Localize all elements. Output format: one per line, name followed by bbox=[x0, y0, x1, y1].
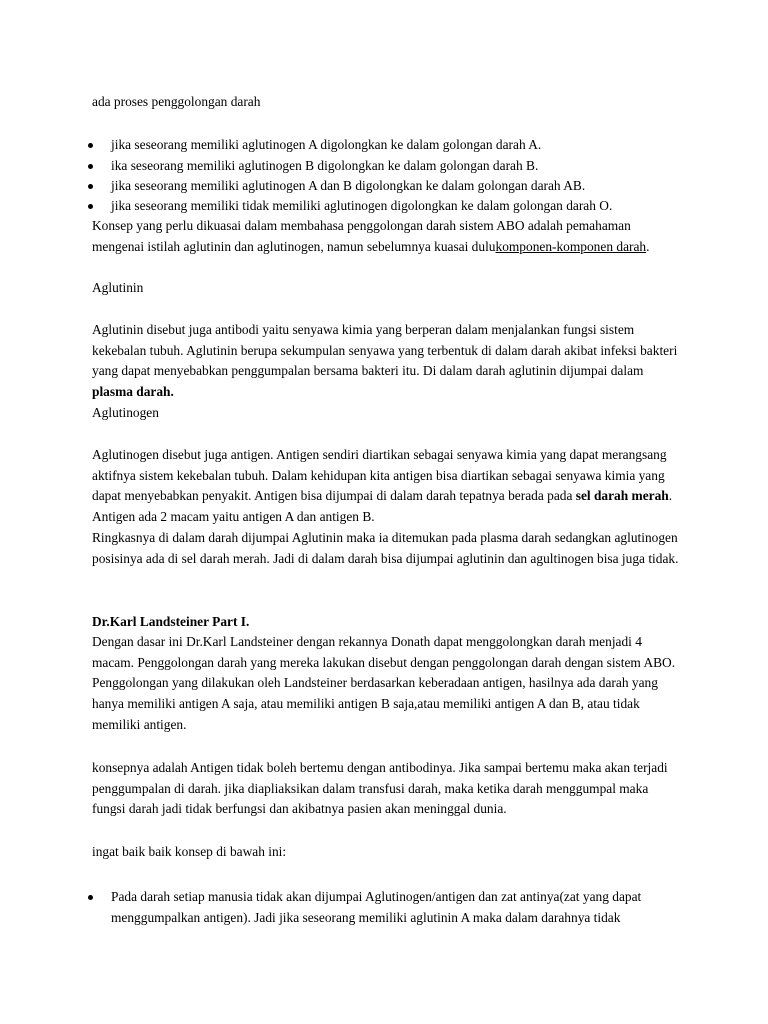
paragraph-ingat: ingat baik baik konsep di bawah ini: bbox=[92, 844, 287, 859]
intro-line: ada proses penggolongan darah bbox=[92, 94, 261, 109]
paragraph-konsepnya: konsepnya adalah Antigen tidak boleh bertemu dengan antibodinya. Jika sampai bertemu maka akan terjadi penggumpalan di darah. jika diapliaksikan dalam transfusi darah, maka ketika darah menggumpal maka fungsi darah jadi tidak berfungsi dan akibatnya pasien akan meninggal dunia. bbox=[92, 760, 668, 817]
paragraph-aglutinin: Aglutinin disebut juga antibodi yaitu senyawa kimia yang berperan dalam menjalankan fungsi sistem kekebalan tubuh. Aglutinin berupa sekumpulan senyawa yang terbentuk di dalam darah akibat infeksi bakteri yang dapat menyebabkan penggumpalan bersama bakteri itu. Di dalam darah aglutinin dijumpai dalam plasma darah. bbox=[92, 322, 678, 400]
list-item: jika seseorang memiliki aglutinogen A dan B digolongkan ke dalam golongan darah AB. bbox=[111, 176, 691, 197]
list-item: jika seseorang memiliki tidak memiliki aglutinogen digolongkan ke dalam golongan darah O. bbox=[111, 196, 691, 217]
paragraph-aglutinogen: Aglutinogen disebut juga antigen. Antigen sendiri diartikan sebagai senyawa kimia yang dapat merangsang aktifnya sistem kekebalan tubuh. Dalam kehidupan kita antigen bisa diartikan sebagai senyawa kimia yang dapat menyebabkan penyakit. Antigen bisa dijumpai di dalam darah tepatnya berada pada sel darah merah. Antigen ada 2 macam yaitu antigen A dan antigen B. bbox=[92, 447, 673, 525]
list-item: jika seseorang memiliki aglutinogen A digolongkan ke dalam golongan darah A. bbox=[111, 135, 691, 156]
list-item: ika seseorang memiliki aglutinogen B digolongkan ke dalam golongan darah B. bbox=[111, 156, 691, 177]
komponen-darah-link[interactable]: komponen-komponen darah bbox=[495, 238, 647, 254]
paragraph-landsteiner: Dengan dasar ini Dr.Karl Landsteiner dengan rekannya Donath dapat menggolongkan darah menjadi 4 macam. Penggolongan darah yang mereka lakukan disebut dengan penggolongan darah dengan sistem ABO. Penggolongan yang dilakukan oleh Landsteiner berdasarkan keberadaan antigen, hasilnya ada darah yang hanya memiliki antigen A saja, atau memiliki antigen B saja,atau memiliki antigen A dan B, atau tidak memiliki antigen. bbox=[92, 634, 676, 732]
heading-landsteiner: Dr.Karl Landsteiner Part I. bbox=[92, 614, 250, 629]
heading-aglutinin: Aglutinin bbox=[92, 280, 144, 295]
paragraph-ringkasnya: Ringkasnya di dalam darah dijumpai Aglutinin maka ia ditemukan pada plasma darah sedangkan aglutinogen posisinya ada di sel darah merah. Jadi di dalam darah bisa dijumpai aglutinin dan agultinogen bisa juga tidak. bbox=[92, 530, 679, 566]
paragraph-konsep: Konsep yang perlu dikuasai dalam membahasa penggolongan darah sistem ABO adalah pemahaman mengenai istilah aglutinin dan aglutinogen, namun sebelumnya kuasai dulukomponen-komponen darah. bbox=[92, 218, 650, 254]
heading-aglutinogen: Aglutinogen bbox=[92, 405, 159, 420]
list-item: Pada darah setiap manusia tidak akan dijumpai Aglutinogen/antigen dan zat antinya(zat yang dapat menggumpalkan antigen). Jadi jika seseorang memiliki aglutinin A maka dalam darahnya tidak bbox=[111, 887, 691, 928]
